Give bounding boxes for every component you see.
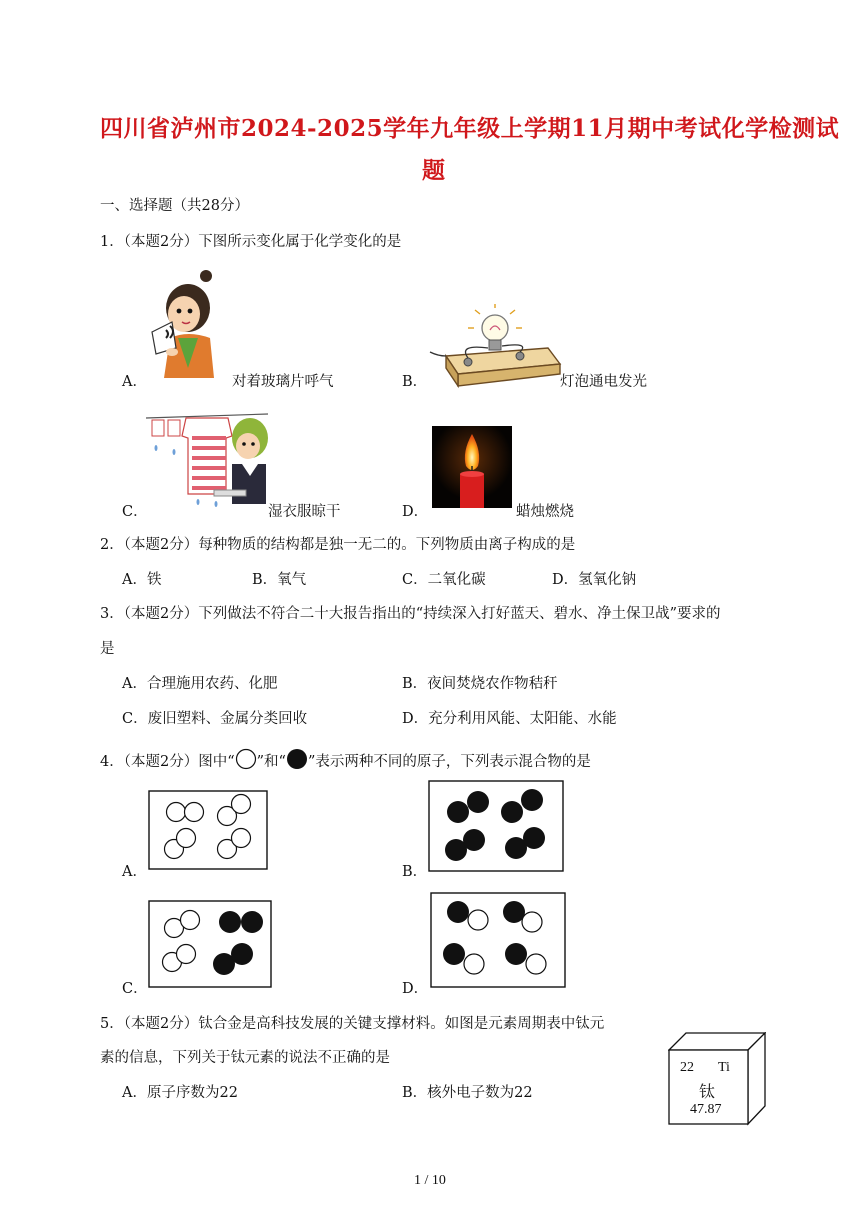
q1-option-b-letter: B． [402, 374, 428, 390]
q4-stem-part1: 4．（本题2分）图中“ [100, 754, 235, 770]
q4-option-b-letter: B． [402, 864, 428, 880]
q3-option-d: D．充分利用风能、太阳能、水能 [402, 711, 617, 727]
q1-option-c-letter: C． [122, 504, 148, 520]
q1-option-a-letter: A． [122, 374, 147, 390]
element-symbol: Ti [718, 1060, 730, 1075]
q5-option-a: A．原子序数为22 [122, 1085, 238, 1101]
q2-option-d: D．氢氧化钠 [552, 572, 637, 588]
light-bulb-board-image [428, 304, 562, 390]
titanium-element-card [668, 1032, 766, 1126]
element-name: 钛 [699, 1082, 716, 1101]
q1-option-d-text: 蜡烛燃烧 [516, 504, 574, 520]
document-title-line2: 题 [422, 157, 446, 184]
q3-option-a: A．合理施用农药、化肥 [122, 676, 278, 692]
question-2-stem: 2．（本题2分）每种物质的结构都是独一无二的。下列物质由离子构成的是 [100, 537, 576, 553]
q1-option-d-letter: D． [402, 504, 429, 520]
q4-option-d-letter: D． [402, 981, 429, 997]
q2-option-c: C．二氧化碳 [402, 572, 486, 588]
q5-option-b: B．核外电子数为22 [402, 1085, 533, 1101]
q3-option-c: C．废旧塑料、金属分类回收 [122, 711, 308, 727]
q2-option-b: B．氧气 [252, 572, 307, 588]
q4-diagram-a [148, 790, 268, 870]
q1-option-b-text: 灯泡通电发光 [560, 374, 647, 390]
q4-option-c-letter: C． [122, 981, 148, 997]
question-1-stem: 1．（本题2分）下图所示变化属于化学变化的是 [100, 234, 402, 250]
girl-breathing-image [148, 268, 224, 380]
burning-candle-image [432, 426, 512, 508]
q1-option-c-text: 湿衣服晾干 [268, 504, 341, 520]
q4-diagram-b [428, 780, 564, 872]
q4-stem-part3: ”表示两种不同的原子，下列表示混合物的是 [307, 754, 591, 770]
q4-diagram-d [430, 892, 566, 988]
question-4-stem [100, 748, 591, 771]
q4-diagram-c [148, 900, 272, 988]
page-number: 1 / 10 [414, 1173, 446, 1188]
wet-clothes-drying-image [146, 404, 268, 512]
q3-option-b: B．夜间焚烧农作物秸秆 [402, 676, 558, 692]
black-atom-icon [286, 748, 308, 770]
question-5-stem-line2: 素的信息，下列关于钛元素的说法不正确的是 [100, 1050, 390, 1066]
question-3-stem-line2: 是 [100, 641, 115, 657]
section-heading: 一、选择题（共28分） [100, 198, 249, 214]
element-atomic-number: 22 [680, 1060, 694, 1075]
q1-option-a-text: 对着玻璃片呼气 [232, 374, 334, 390]
question-3-stem-line1: 3．（本题2分）下列做法不符合二十大报告指出的“持续深入打好蓝天、碧水、净土保卫战”要求的 [100, 606, 721, 622]
q4-option-a-letter: A． [122, 864, 147, 880]
white-atom-icon [235, 748, 257, 770]
q2-option-a: A．铁 [122, 572, 162, 588]
element-atomic-mass: 47.87 [690, 1102, 722, 1117]
q4-stem-part2: ”和“ [256, 754, 286, 770]
question-5-stem-line1: 5．（本题2分）钛合金是高科技发展的关键支撑材料。如图是元素周期表中钛元 [100, 1016, 605, 1032]
document-title-line1: 四川省泸州市2024-2025学年九年级上学期11月期中考试化学检测试 [100, 115, 840, 142]
